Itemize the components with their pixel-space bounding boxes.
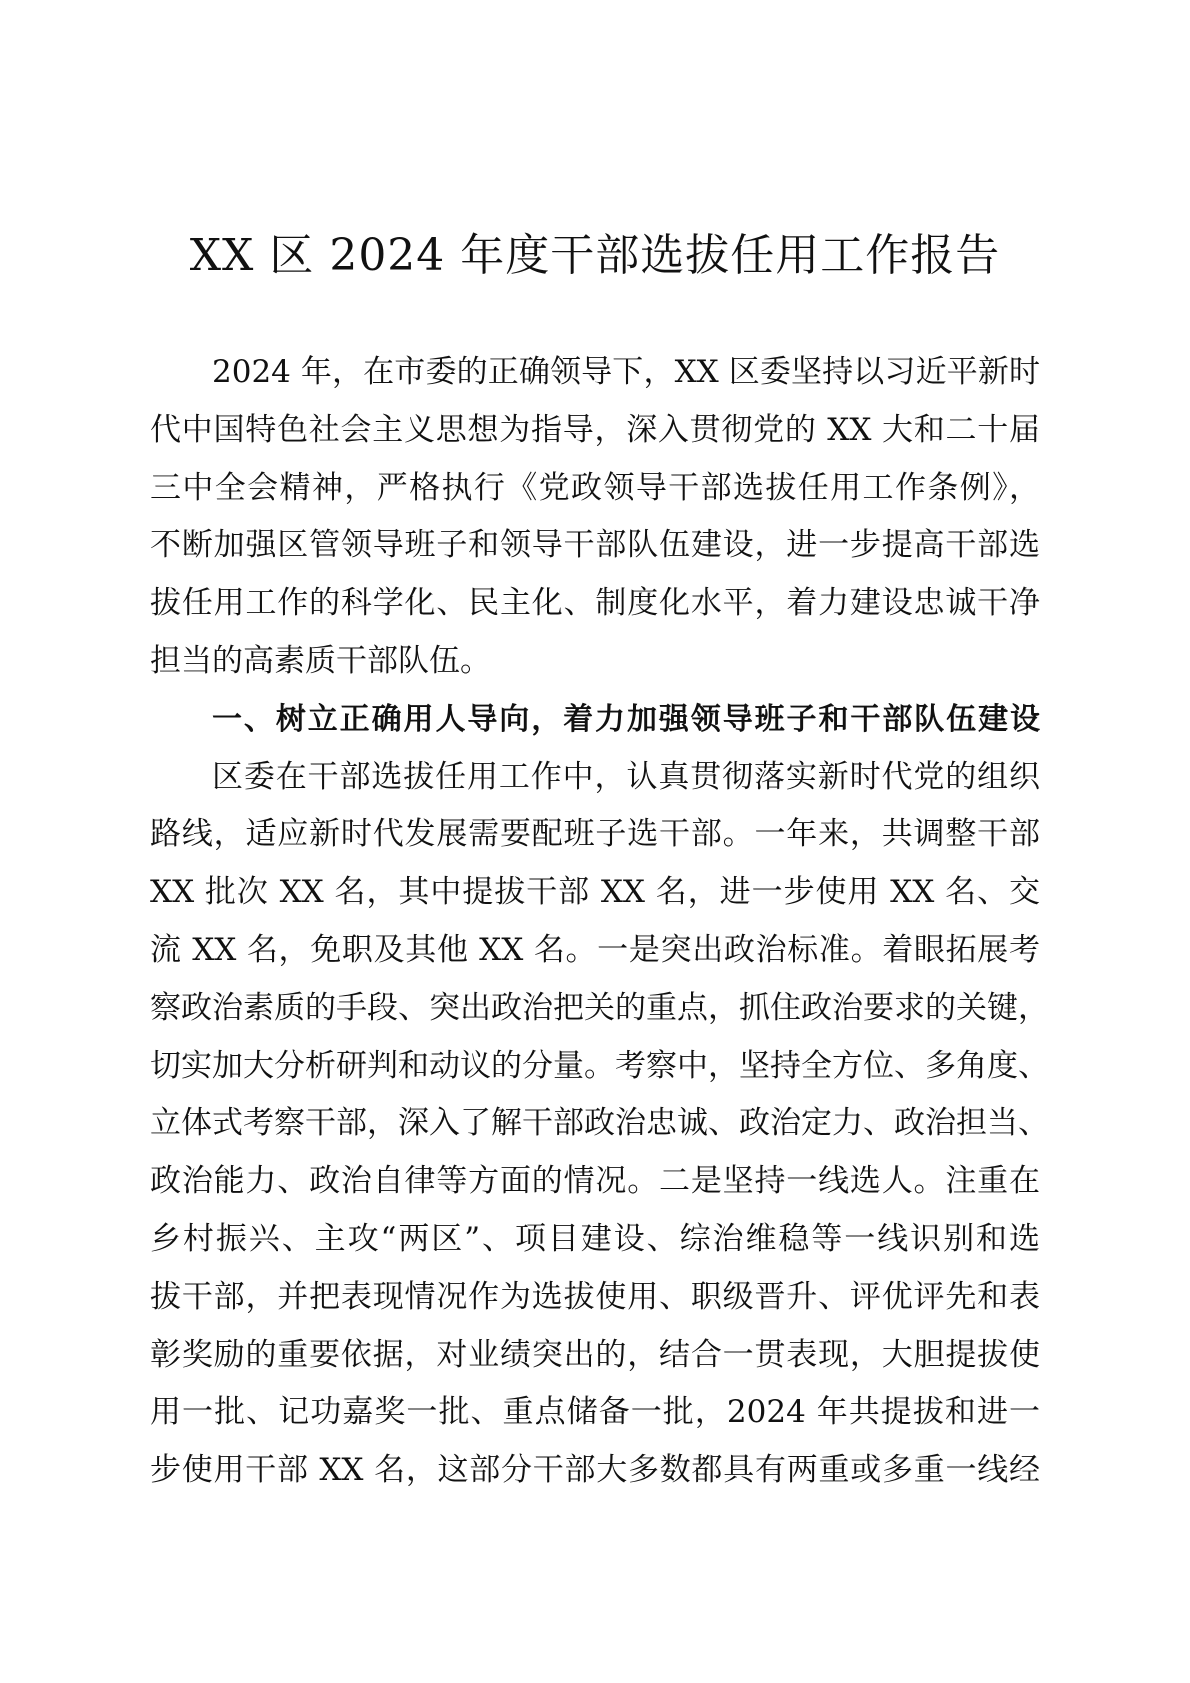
paragraph-line: 三中全会精神，严格执行《党政领导干部选拔任用工作条例》，	[150, 469, 1040, 506]
paragraph-line: 担当的高素质干部队伍。	[150, 642, 491, 679]
paragraph-line: 立体式考察干部，深入了解干部政治忠诚、政治定力、政治担当、	[150, 1105, 1049, 1142]
paragraph-line: 不断加强区管领导班子和领导干部队伍建设，进一步提高干部选	[150, 527, 1040, 564]
paragraph-line: 用一批、记功嘉奖一批、重点储备一批，2024 年共提拔和进一	[150, 1394, 1040, 1431]
paragraph-line: 乡村振兴、主攻“两区”、项目建设、综治维稳等一线识别和选	[150, 1220, 1040, 1257]
paragraph-line: 代中国特色社会主义思想为指导，深入贯彻党的 XX 大和二十届	[150, 411, 1040, 448]
paragraph-line: 步使用干部 XX 名，这部分干部大多数都具有两重或多重一线经	[150, 1452, 1040, 1489]
paragraph-line: 路线，适应新时代发展需要配班子选干部。一年来，共调整干部	[150, 816, 1040, 853]
paragraph-line: XX 批次 XX 名，其中提拔干部 XX 名，进一步使用 XX 名、交	[150, 874, 1040, 911]
paragraph-line: 区委在干部选拔任用工作中，认真贯彻落实新时代党的组织	[212, 758, 1040, 795]
paragraph-line: 切实加大分析研判和动议的分量。考察中，坚持全方位、多角度、	[150, 1047, 1049, 1084]
paragraph-line: 政治能力、政治自律等方面的情况。二是坚持一线选人。注重在	[150, 1163, 1040, 1200]
paragraph-line: 2024 年，在市委的正确领导下，XX 区委坚持以习近平新时	[212, 354, 1040, 390]
paragraph-line: 流 XX 名，免职及其他 XX 名。一是突出政治标准。着眼拓展考	[150, 931, 1040, 968]
paragraph-line: 彰奖励的重要依据，对业绩突出的，结合一贯表现，大胆提拔使	[150, 1336, 1040, 1373]
document-title: XX 区 2024 年度干部选拔任用工作报告	[189, 230, 1001, 281]
paragraph-line: 拔干部，并把表现情况作为选拔使用、职级晋升、评优评先和表	[150, 1278, 1040, 1315]
document-body	[150, 344, 1049, 1500]
section-heading: 一、树立正确用人导向，着力加强领导班子和干部队伍建设	[212, 701, 1040, 737]
paragraph-line: 拔任用工作的科学化、民主化、制度化水平，着力建设忠诚干净	[150, 585, 1040, 622]
paragraph-line: 察政治素质的手段、突出政治把关的重点，抓住政治要求的关键，	[150, 989, 1049, 1026]
